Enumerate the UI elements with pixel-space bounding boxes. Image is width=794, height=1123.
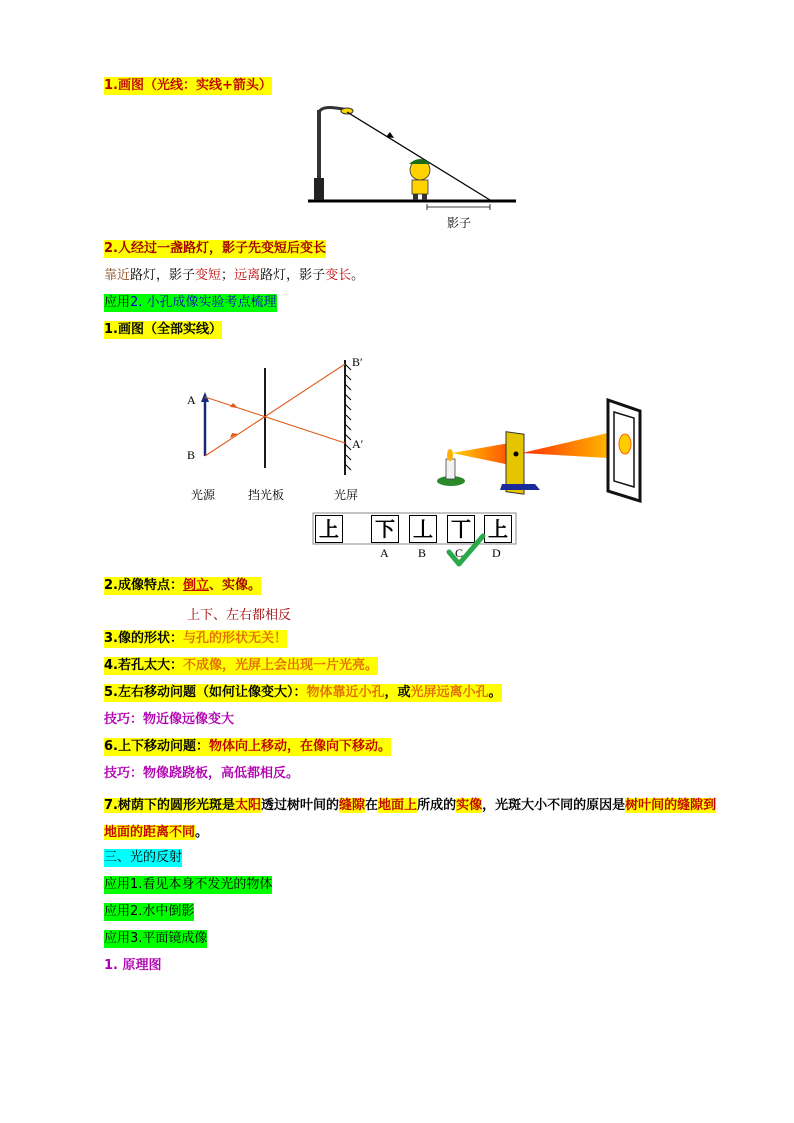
app-r2-label: 应用	[104, 904, 131, 919]
lamp-shadow-detail	[104, 267, 364, 285]
shape-label: 3.像的形状：	[104, 631, 183, 646]
p7-sun: 太阳	[234, 798, 261, 813]
draw-solid-heading	[104, 321, 222, 339]
tile-c: 丅	[447, 515, 475, 543]
large-hole-label: 4.若孔太大：	[104, 658, 183, 673]
vertical-label: 6.上下移动问题：	[104, 739, 209, 754]
shorter-text: 变短	[195, 268, 222, 283]
large-hole-text: 不成像，光屏上会出现一片光亮。	[182, 658, 378, 673]
tile-label-b: B	[418, 546, 427, 560]
label-b: B	[187, 448, 196, 462]
p7-j: 树叶间的	[625, 798, 678, 813]
principle-diagram-heading: 1. 原理图	[104, 958, 162, 973]
inverted-text: 倒立	[182, 578, 209, 593]
imaging-features	[104, 577, 261, 595]
tile-d: 上	[484, 515, 512, 543]
ray-b	[205, 364, 345, 456]
reflection-app-1	[104, 876, 272, 894]
app-r3-text: 3.平面镜成像	[130, 931, 208, 946]
detail-part-h: 。	[351, 268, 365, 283]
application-text: 2. 小孔成像实验考点梳理	[130, 295, 277, 310]
image-shape	[104, 630, 287, 648]
person-body	[412, 180, 428, 194]
lamp-shadow-text: 2.人经过一盏路灯，影子先变短后变长	[104, 241, 326, 256]
lamp-bulb	[341, 108, 353, 114]
detail-part-b: 路灯，影子	[130, 268, 196, 283]
horizontal-end: 。	[488, 685, 502, 700]
screen-farther-text: 光屏远离小孔	[410, 685, 489, 700]
near-text: 靠近	[104, 268, 131, 283]
ray-a	[205, 397, 345, 443]
reflection-app-2	[104, 903, 194, 921]
app-r1-label: 应用	[104, 877, 131, 892]
shape-text: 与孔的形状无关！	[182, 631, 287, 646]
detail-part-d: ；	[221, 268, 235, 283]
streetlamp-figure	[300, 100, 520, 230]
heading-draw-light	[104, 77, 272, 95]
p7-end: 。	[195, 825, 209, 840]
vertical-text: 物体向上移动，在像向下移动。	[208, 739, 391, 754]
application-label: 应用	[104, 295, 131, 310]
candle-pinhole-illustration	[430, 395, 645, 505]
p7-gap: 缝隙	[339, 798, 366, 813]
tip-2: 技巧：物像跷跷板，高低都相反。	[104, 766, 300, 781]
p7-c: 透过树叶间的	[261, 798, 340, 813]
reflection-app-3	[104, 930, 207, 948]
horizontal-or: ，或	[384, 685, 411, 700]
tile-a: 下	[371, 515, 399, 543]
p7-ground: 地面上	[378, 798, 418, 813]
person-cap	[409, 159, 431, 164]
tile-label-a: A	[380, 546, 389, 560]
light-source-label: 光源	[191, 488, 216, 502]
large-hole	[104, 657, 378, 675]
shadow-label: 影子	[447, 216, 472, 230]
features-label: 2.成像特点：	[104, 578, 183, 593]
object-closer-text: 物体靠近小孔	[306, 685, 385, 700]
label-a: A	[187, 393, 196, 407]
p7-g: 所成的	[417, 798, 457, 813]
tile-original: 上	[315, 515, 343, 543]
tile-label-d: D	[492, 546, 501, 560]
p7-i: ，光斑大小不同的原因是	[482, 798, 626, 813]
reversed-note: 上下、左右都相反	[187, 608, 292, 623]
lamp-base	[314, 178, 324, 200]
screen-label: 光屏	[334, 488, 359, 502]
app-r1-text: 1.看见本身不发光的物体	[130, 877, 273, 892]
far-text: 远离	[234, 268, 261, 283]
horizontal-move	[104, 684, 502, 702]
p7-real-image: 实像	[456, 798, 483, 813]
app-r3-label: 应用	[104, 931, 131, 946]
tile-label-c: C	[455, 546, 464, 560]
vertical-move	[104, 738, 391, 756]
horizontal-label: 5.左右移动问题（如何让像变大）：	[104, 685, 307, 700]
longer-text: 变长	[325, 268, 352, 283]
tree-shade-paragraph	[104, 792, 724, 846]
real-image-text: 、实像。	[209, 578, 262, 593]
label-b-prime: B′	[352, 355, 363, 369]
pinhole-diagram	[180, 350, 380, 475]
lamp-shadow-heading	[104, 240, 326, 258]
p7-e: 在	[365, 798, 379, 813]
tile-b: 丄	[409, 515, 437, 543]
section-reflection-heading: 三、光的反射	[104, 850, 183, 865]
check-mark-icon	[445, 530, 487, 568]
ray-arrowhead	[386, 132, 394, 138]
application-2-heading	[104, 294, 277, 312]
app-r2-text: 2.水中倒影	[130, 904, 195, 919]
tip-1: 技巧：物近像远像变大	[104, 712, 235, 727]
heading-number: 1.	[104, 78, 118, 93]
detail-part-f: 路灯，影子	[260, 268, 326, 283]
board-label: 挡光板	[248, 488, 285, 502]
beam-in	[452, 443, 510, 465]
p7-a: 7.树荫下的圆形光斑是	[104, 798, 235, 813]
candle	[446, 459, 455, 479]
heading-text: 画图（光线：实线+箭头）	[117, 78, 272, 93]
draw-solid-text: 1.画图（全部实线）	[104, 322, 222, 337]
p7-k: 缝隙到地面的距离不同	[104, 798, 717, 840]
label-a-prime: A′	[352, 437, 364, 451]
